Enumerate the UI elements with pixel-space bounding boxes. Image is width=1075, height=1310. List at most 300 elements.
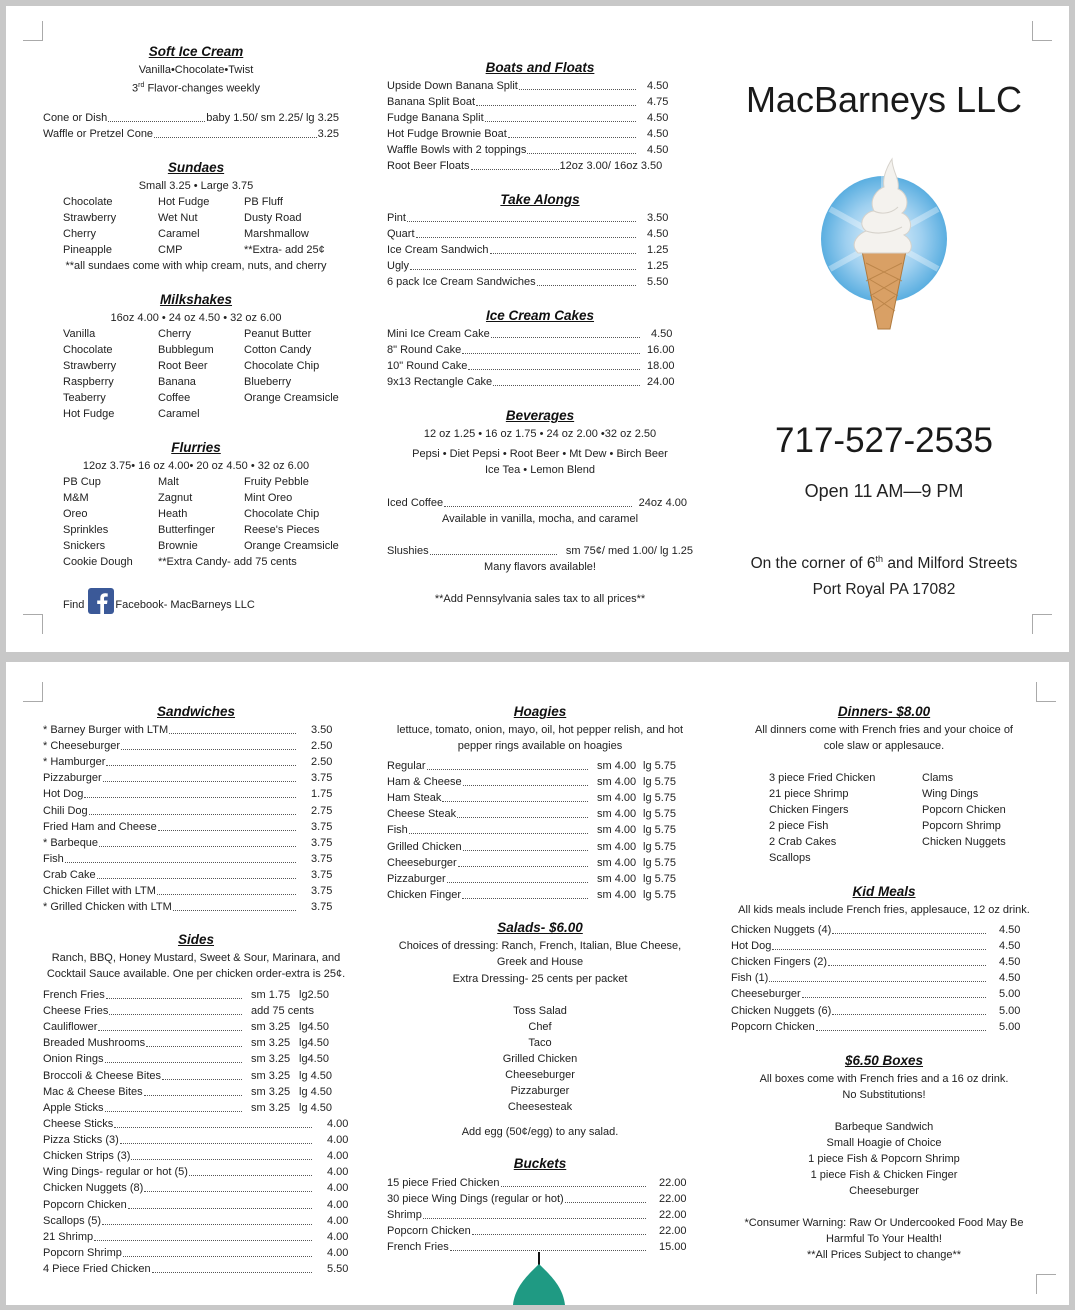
third-flavor-note: 3rd Flavor-changes weekly bbox=[132, 82, 260, 95]
dinner-item: Chicken Nuggets bbox=[922, 836, 1006, 848]
milkshake-flavor-column bbox=[244, 326, 339, 406]
item-name: French Fries bbox=[387, 1241, 449, 1254]
item-price: 2.75 bbox=[311, 804, 333, 817]
item-name: Fried Ham and Cheese bbox=[43, 820, 157, 833]
flavor: Malt bbox=[158, 476, 179, 488]
flurry-flavor-column bbox=[244, 474, 339, 554]
menu-item-row bbox=[387, 210, 677, 226]
item-price: 4.00 bbox=[327, 1150, 349, 1163]
item-name: 6 pack Ice Cream Sandwiches bbox=[387, 276, 536, 288]
item-price-large: lg 5.75 bbox=[643, 792, 677, 805]
menu-item-row bbox=[43, 1229, 349, 1245]
menu-item-row bbox=[731, 922, 1023, 938]
flavor: Strawberry bbox=[63, 212, 117, 224]
flavor: Hot Fudge bbox=[158, 196, 210, 208]
menu-item-row bbox=[43, 899, 333, 915]
item-name: Fish bbox=[387, 824, 408, 837]
flavor: Snickers bbox=[63, 540, 106, 552]
salads-desc-2: Greek and House bbox=[496, 956, 584, 968]
menu-item-row bbox=[387, 78, 677, 94]
item-price: 4.00 bbox=[327, 1166, 349, 1179]
menu-item-row bbox=[731, 970, 1023, 986]
flavor: Coffee bbox=[158, 392, 191, 404]
ice-cream-cakes-heading: Ice Cream Cakes bbox=[485, 308, 595, 323]
item-price-large: lg 5.75 bbox=[643, 888, 677, 901]
item-name: Mac & Cheese Bites bbox=[43, 1085, 143, 1098]
item-name: Hot Fudge Brownie Boat bbox=[387, 128, 507, 140]
item-price: 1.75 bbox=[311, 788, 333, 801]
item-name: Ham & Cheese bbox=[387, 776, 462, 789]
item-name: 10" Round Cake bbox=[387, 360, 468, 372]
crop-mark bbox=[23, 614, 43, 634]
item-name: Grilled Chicken bbox=[387, 840, 462, 853]
menu-item-row bbox=[43, 835, 333, 851]
beverage-sodas-2: Ice Tea • Lemon Blend bbox=[484, 464, 596, 476]
item-price-large: lg2.50 bbox=[299, 989, 329, 1001]
item-name: Cheese Steak bbox=[387, 808, 457, 821]
item-name: Ice Cream Sandwich bbox=[387, 244, 489, 256]
menu-item-row bbox=[387, 774, 677, 790]
item-name: Chili Dog bbox=[43, 804, 88, 817]
item-name: 9x13 Rectangle Cake bbox=[387, 376, 493, 388]
menu-item-row bbox=[43, 1213, 349, 1229]
menu-item-row bbox=[387, 94, 677, 110]
menu-item-row bbox=[387, 226, 677, 242]
item-name: Cheese Sticks bbox=[43, 1118, 114, 1130]
crop-mark bbox=[23, 21, 43, 41]
flavor: Sprinkles bbox=[63, 524, 109, 536]
item-name: Banana Split Boat bbox=[387, 96, 476, 108]
item-name: Chicken Fillet with LTM bbox=[43, 885, 156, 897]
crop-mark bbox=[23, 682, 43, 702]
menu-item-row bbox=[43, 1180, 349, 1196]
item-price: 22.00 bbox=[659, 1225, 687, 1238]
item-name: Regular bbox=[387, 760, 426, 772]
item-price: 4.75 bbox=[647, 96, 669, 108]
menu-item-row bbox=[43, 110, 339, 126]
menu-item-row bbox=[387, 374, 681, 390]
flavor: Vanilla bbox=[63, 328, 96, 340]
item-price: 3.75 bbox=[311, 772, 333, 785]
item-price: 4.50 bbox=[647, 144, 669, 156]
flurries-heading: Flurries bbox=[171, 440, 221, 455]
item-name: Crab Cake bbox=[43, 868, 96, 881]
item-name: Cheeseburger bbox=[387, 856, 457, 869]
iced-coffee-note: Available in vanilla, mocha, and caramel bbox=[441, 513, 639, 525]
crop-mark bbox=[1032, 21, 1052, 41]
item-price: 22.00 bbox=[659, 1209, 687, 1222]
item-name: * Hamburger bbox=[43, 756, 106, 769]
menu-item-row bbox=[387, 806, 677, 822]
item-price: sm 75¢/ med 1.00/ lg 1.25 bbox=[565, 545, 693, 557]
menu-item-row bbox=[387, 258, 677, 274]
menu-page-back bbox=[6, 662, 1069, 1305]
item-price: 4.00 bbox=[327, 1214, 349, 1227]
item-name: Upside Down Banana Split bbox=[387, 80, 518, 92]
item-name: Cheese Fries bbox=[43, 1005, 109, 1018]
item-price-small: sm 3.25 bbox=[251, 1101, 291, 1114]
item-name: Ham Steak bbox=[387, 792, 442, 805]
item-name: Fish bbox=[43, 852, 64, 865]
item-price-large: lg 5.75 bbox=[643, 776, 677, 789]
kid-meals-heading: Kid Meals bbox=[852, 884, 916, 899]
menu-item-row bbox=[387, 855, 677, 871]
item-price: 3.75 bbox=[311, 901, 333, 914]
flavor: PB Fluff bbox=[244, 196, 283, 208]
item-price-small: sm 3.25 bbox=[251, 1037, 291, 1050]
item-price: 3.50 bbox=[647, 212, 669, 224]
menu-item-row bbox=[43, 1003, 343, 1019]
flavor: Chocolate Chip bbox=[244, 360, 320, 372]
menu-item: Pizzaburger bbox=[510, 1085, 570, 1097]
item-price: 5.00 bbox=[999, 988, 1021, 1001]
menu-item-row bbox=[43, 754, 333, 770]
sides-desc-2: Cocktail Sauce available. One per chicken order-extra is 25¢. bbox=[46, 968, 346, 980]
item-price-large: lg 4.50 bbox=[299, 1069, 333, 1082]
menu-item-row bbox=[43, 1019, 343, 1035]
item-name: Hot Dog bbox=[43, 788, 84, 801]
menu-item: 1 piece Fish & Chicken Finger bbox=[810, 1169, 958, 1181]
item-name: Slushies bbox=[387, 545, 429, 557]
dinners-desc-2: cole slaw or applesauce. bbox=[823, 740, 945, 752]
flavor: PB Cup bbox=[63, 476, 101, 488]
menu-item-row bbox=[387, 342, 681, 358]
item-name: Quart bbox=[387, 228, 415, 240]
hoagies-desc-2: pepper rings available on hoagies bbox=[457, 740, 623, 752]
item-price: 5.50 bbox=[647, 276, 669, 288]
item-price: baby 1.50/ sm 2.25/ lg 3.25 bbox=[206, 112, 339, 124]
flavor: Strawberry bbox=[63, 360, 117, 372]
item-price-large: lg 5.75 bbox=[643, 760, 677, 772]
menu-item-row bbox=[43, 126, 339, 142]
item-price: 4.50 bbox=[647, 112, 669, 124]
menu-item: Taco bbox=[528, 1037, 552, 1049]
phone-number[interactable]: 717-527-2535 bbox=[775, 421, 993, 460]
address-line-1: On the corner of 6th and Milford Streets bbox=[750, 554, 1018, 573]
item-name: 4 Piece Fried Chicken bbox=[43, 1262, 151, 1275]
dinner-item: Popcorn Shrimp bbox=[922, 820, 1001, 832]
facebook-line bbox=[63, 592, 255, 618]
boats-floats-heading: Boats and Floats bbox=[485, 60, 595, 75]
dinner-item: Chicken Fingers bbox=[769, 804, 849, 816]
kid-meals-desc: All kids meals include French fries, applesauce, 12 oz drink. bbox=[738, 904, 1030, 916]
dinners-heading: Dinners- $8.00 bbox=[837, 704, 931, 719]
boxes-desc-2: No Substitutions! bbox=[842, 1089, 926, 1101]
item-name: Root Beer Floats bbox=[387, 160, 470, 172]
salads-egg-note: Add egg (50¢/egg) to any salad. bbox=[461, 1126, 619, 1138]
ice-cream-cone-illustration bbox=[818, 151, 950, 331]
dinner-item: Popcorn Chicken bbox=[922, 804, 1006, 816]
flavor: Orange Creamsicle bbox=[244, 540, 339, 552]
item-name: Fudge Banana Split bbox=[387, 112, 484, 124]
item-name: Breaded Mushrooms bbox=[43, 1037, 146, 1050]
item-price-small: add 75 cents bbox=[251, 1005, 314, 1018]
menu-item-row bbox=[43, 722, 333, 738]
menu-item-row bbox=[387, 1223, 687, 1239]
item-price-small: sm 3.25 bbox=[251, 1069, 291, 1082]
item-name: 30 piece Wing Dings (regular or hot) bbox=[387, 1193, 564, 1206]
item-price: 3.75 bbox=[311, 820, 333, 833]
flavor: Brownie bbox=[158, 540, 198, 552]
item-price: 4.00 bbox=[327, 1246, 349, 1259]
item-price: 1.25 bbox=[647, 244, 669, 256]
menu-item-row bbox=[387, 543, 693, 559]
flavor: Dusty Road bbox=[244, 212, 302, 224]
item-name: Popcorn Chicken bbox=[387, 1225, 471, 1238]
item-name: * Cheeseburger bbox=[43, 740, 121, 753]
menu-item-row bbox=[43, 1148, 349, 1164]
flavor: Chocolate bbox=[63, 344, 113, 356]
item-name: Fish (1) bbox=[731, 972, 769, 985]
salads-heading: Salads- $6.00 bbox=[497, 920, 583, 935]
item-price-small: sm 4.00 bbox=[597, 792, 637, 805]
sides-heading: Sides bbox=[177, 932, 215, 947]
menu-item-row bbox=[43, 987, 343, 1003]
item-price: 4.50 bbox=[999, 924, 1021, 936]
tax-note: **Add Pennsylvania sales tax to all prices** bbox=[434, 593, 646, 605]
sundae-flavor-column bbox=[158, 194, 209, 258]
item-price-large: lg 4.50 bbox=[299, 1101, 333, 1114]
item-price-large: lg4.50 bbox=[299, 1037, 329, 1050]
crop-mark bbox=[1036, 1274, 1056, 1294]
menu-item-row bbox=[387, 274, 677, 290]
menu-item-row bbox=[43, 1051, 343, 1067]
item-price: 4.50 bbox=[999, 940, 1021, 953]
menu-item-row bbox=[387, 790, 677, 806]
menu-item-row bbox=[387, 110, 677, 126]
item-name: Chicken Fingers (2) bbox=[731, 956, 827, 969]
item-price: 4.50 bbox=[647, 128, 669, 140]
item-price: 24oz 4.00 bbox=[638, 497, 687, 509]
menu-item-row bbox=[387, 1175, 687, 1191]
soft-ice-cream-heading: Soft Ice Cream bbox=[148, 44, 244, 59]
beverages-heading: Beverages bbox=[505, 408, 575, 423]
flavor: Cherry bbox=[63, 228, 97, 240]
item-price-large: lg 5.75 bbox=[643, 824, 677, 837]
item-name: Waffle Bowls with 2 toppings bbox=[387, 144, 527, 156]
menu-item-row bbox=[43, 819, 333, 835]
salads-desc-1: Choices of dressing: Ranch, French, Italian, Blue Cheese, bbox=[398, 940, 682, 952]
flavor: CMP bbox=[158, 244, 183, 256]
item-name: Pizzaburger bbox=[43, 772, 102, 785]
flavor: Caramel bbox=[158, 408, 200, 420]
dinner-column bbox=[769, 770, 875, 866]
item-name: 8" Round Cake bbox=[387, 344, 462, 356]
item-name: Chicken Nuggets (4) bbox=[731, 924, 832, 936]
item-price: 4.50 bbox=[647, 80, 669, 92]
menu-item-row bbox=[43, 1132, 349, 1148]
item-price: 3.75 bbox=[311, 885, 333, 897]
item-price-large: lg4.50 bbox=[299, 1021, 329, 1034]
dinner-item: Wing Dings bbox=[922, 788, 979, 800]
flurry-flavor-column bbox=[63, 474, 133, 570]
menu-item-row bbox=[387, 839, 677, 855]
menu-item: Cheesesteak bbox=[507, 1101, 573, 1113]
flavor: Pineapple bbox=[63, 244, 112, 256]
item-price: 16.00 bbox=[647, 344, 675, 356]
item-price-large: lg 5.75 bbox=[643, 872, 677, 885]
flavor: Heath bbox=[158, 508, 188, 520]
item-price: 2.50 bbox=[311, 756, 333, 769]
milkshake-flavor-column bbox=[158, 326, 214, 422]
item-name: Chicken Nuggets (8) bbox=[43, 1182, 144, 1195]
address-line-2: Port Royal PA 17082 bbox=[812, 581, 956, 598]
flavor: **Extra- add 25¢ bbox=[244, 244, 325, 256]
item-price: 3.25 bbox=[317, 128, 339, 140]
flavor: Caramel bbox=[158, 228, 200, 240]
take-alongs-heading: Take Alongs bbox=[500, 192, 580, 207]
flavor: Banana bbox=[158, 376, 196, 388]
item-price: 4.00 bbox=[327, 1118, 349, 1130]
flavor: Fruity Pebble bbox=[244, 476, 309, 488]
item-name: Scallops (5) bbox=[43, 1214, 102, 1227]
flavor: Chocolate Chip bbox=[244, 508, 320, 520]
item-price: 2.50 bbox=[311, 740, 333, 753]
item-price: 3.75 bbox=[311, 852, 333, 865]
flavor: Marshmallow bbox=[244, 228, 309, 240]
menu-item-row bbox=[387, 242, 677, 258]
flavor: Root Beer bbox=[158, 360, 208, 372]
item-price: 24.00 bbox=[647, 376, 675, 388]
menu-item-row bbox=[43, 867, 333, 883]
facebook-text: Facebook- MacBarneys LLC bbox=[115, 599, 255, 611]
crop-mark bbox=[1032, 614, 1052, 634]
item-price-large: lg 5.75 bbox=[643, 840, 677, 853]
menu-item-row bbox=[43, 770, 333, 786]
flavor: Chocolate bbox=[63, 196, 113, 208]
item-name: Cheeseburger bbox=[731, 988, 801, 1001]
flavor: Oreo bbox=[63, 508, 88, 520]
menu-item-row bbox=[43, 1068, 343, 1084]
item-price-small: sm 3.25 bbox=[251, 1053, 291, 1066]
item-price: 18.00 bbox=[647, 360, 675, 372]
dinner-item: 2 Crab Cakes bbox=[769, 836, 837, 848]
item-price: 4.00 bbox=[327, 1134, 349, 1147]
item-name: Broccoli & Cheese Bites bbox=[43, 1069, 161, 1082]
menu-item-row bbox=[43, 1164, 349, 1180]
menu-item-row bbox=[43, 1035, 343, 1051]
item-price: 15.00 bbox=[659, 1241, 687, 1254]
item-name: Pint bbox=[387, 212, 406, 224]
item-price: 4.50 bbox=[647, 228, 669, 240]
menu-item-row bbox=[43, 1245, 349, 1261]
menu-item: Barbeque Sandwich bbox=[834, 1121, 934, 1133]
sides-desc-1: Ranch, BBQ, Honey Mustard, Sweet & Sour, Marinara, and bbox=[51, 952, 341, 964]
hours: Open 11 AM—9 PM bbox=[804, 481, 964, 501]
menu-item-row bbox=[43, 883, 333, 899]
find-label: Find bbox=[63, 599, 85, 611]
item-price: 4.00 bbox=[327, 1230, 349, 1243]
item-name: Shrimp bbox=[387, 1209, 422, 1222]
menu-item-row bbox=[387, 142, 677, 158]
item-name: Popcorn Shrimp bbox=[43, 1246, 122, 1259]
item-price-small: sm 3.25 bbox=[251, 1085, 291, 1098]
menu-item-row bbox=[43, 803, 333, 819]
item-name: Ugly bbox=[387, 260, 410, 272]
dinner-item: 21 piece Shrimp bbox=[769, 788, 849, 800]
dinner-item: Clams bbox=[922, 772, 954, 784]
flavor: Mint Oreo bbox=[244, 492, 293, 504]
item-price-small: sm 4.00 bbox=[597, 840, 637, 853]
item-price-small: sm 4.00 bbox=[597, 776, 637, 789]
flavor: Peanut Butter bbox=[244, 328, 312, 340]
flavor: Wet Nut bbox=[158, 212, 198, 224]
flavor: Bubblegum bbox=[158, 344, 214, 356]
menu-item: Toss Salad bbox=[513, 1005, 567, 1017]
flavor: M&M bbox=[63, 492, 89, 504]
dinners-desc-1: All dinners come with French fries and your choice of bbox=[754, 724, 1013, 736]
consumer-warning-1: *Consumer Warning: Raw Or Undercooked Food May Be bbox=[744, 1217, 1024, 1229]
flavor: Raspberry bbox=[63, 376, 114, 388]
item-name: Pizzaburger bbox=[387, 872, 446, 885]
dinner-column bbox=[922, 770, 1006, 850]
menu-item: Cheeseburger bbox=[505, 1069, 575, 1081]
dinner-item: Scallops bbox=[769, 852, 811, 864]
item-price: 3.75 bbox=[311, 836, 333, 849]
decorative-shape bbox=[511, 1252, 567, 1305]
sundaes-heading: Sundaes bbox=[167, 160, 225, 175]
item-price-small: sm 4.00 bbox=[597, 856, 637, 869]
item-name: Pizza Sticks (3) bbox=[43, 1134, 119, 1147]
slushies-note: Many flavors available! bbox=[484, 561, 596, 573]
flavor: Teaberry bbox=[63, 392, 106, 404]
item-price: 5.50 bbox=[327, 1262, 349, 1275]
item-name: Chicken Finger bbox=[387, 888, 461, 901]
menu-item: Grilled Chicken bbox=[502, 1053, 578, 1065]
soft-ice-cream-flavors: Vanilla•Chocolate•Twist bbox=[138, 64, 254, 76]
item-name: Mini Ice Cream Cake bbox=[387, 328, 490, 340]
menu-item-row bbox=[387, 1207, 687, 1223]
menu-item-row bbox=[387, 326, 681, 342]
item-name: Popcorn Chicken bbox=[43, 1198, 127, 1211]
milkshakes-heading: Milkshakes bbox=[159, 292, 233, 307]
item-price-small: sm 1.75 bbox=[251, 989, 291, 1001]
menu-item-row bbox=[387, 887, 677, 903]
milkshake-flavor-column bbox=[63, 326, 116, 422]
dinner-item: 3 piece Fried Chicken bbox=[769, 772, 876, 784]
item-price-large: lg 4.50 bbox=[299, 1085, 333, 1098]
menu-item-row bbox=[731, 986, 1023, 1002]
menu-item: Cheeseburger bbox=[849, 1185, 919, 1197]
item-price: 5.00 bbox=[999, 1004, 1021, 1017]
item-name: Wing Dings- regular or hot (5) bbox=[43, 1166, 188, 1179]
beverage-sodas: Pepsi • Diet Pepsi • Root Beer • Mt Dew • Birch Beer bbox=[412, 448, 668, 460]
menu-item-row bbox=[731, 954, 1023, 970]
flavor: Reese's Pieces bbox=[244, 524, 320, 536]
menu-item-row bbox=[731, 938, 1023, 954]
item-price: 22.00 bbox=[659, 1177, 687, 1189]
dinner-item: 2 piece Fish bbox=[769, 820, 829, 832]
flavor: Butterfinger bbox=[158, 524, 215, 536]
menu-item-row bbox=[43, 851, 333, 867]
menu-item-row bbox=[387, 158, 677, 174]
menu-item-row bbox=[387, 495, 687, 511]
flavor: Blueberry bbox=[244, 376, 292, 388]
menu-item-row bbox=[43, 1197, 349, 1213]
flavor: Cookie Dough bbox=[63, 556, 133, 568]
menu-item-row bbox=[387, 126, 677, 142]
menu-item-row bbox=[43, 738, 333, 754]
facebook-icon[interactable] bbox=[88, 588, 114, 614]
menu-item-row bbox=[43, 1116, 349, 1132]
menu-item-row bbox=[731, 1003, 1023, 1019]
item-name: 15 piece Fried Chicken bbox=[387, 1177, 500, 1189]
menu-item-row bbox=[43, 786, 333, 802]
item-name: 21 Shrimp bbox=[43, 1230, 94, 1243]
item-name: Hot Dog bbox=[731, 940, 772, 953]
item-price-small: sm 4.00 bbox=[597, 824, 637, 837]
item-price-large: lg 5.75 bbox=[643, 808, 677, 821]
